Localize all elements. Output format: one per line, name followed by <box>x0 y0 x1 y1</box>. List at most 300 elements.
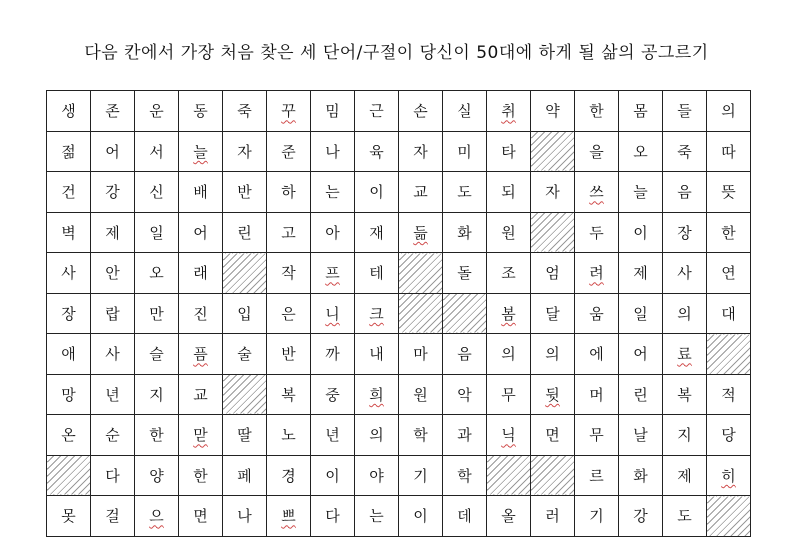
letter-cell[interactable] <box>619 212 663 253</box>
letter-cell[interactable] <box>443 91 487 132</box>
cell-letter: 배 <box>193 183 208 202</box>
cell-letter: 머 <box>589 385 604 404</box>
letter-cell[interactable] <box>179 455 223 496</box>
cell-letter: 어 <box>105 142 120 161</box>
letter-cell[interactable] <box>487 131 531 172</box>
letter-cell[interactable] <box>47 293 91 334</box>
letter-cell[interactable] <box>223 455 267 496</box>
letter-cell[interactable] <box>91 455 135 496</box>
cell-letter: 봄 <box>501 304 516 323</box>
cell-letter: 이 <box>633 223 648 242</box>
letter-cell[interactable] <box>223 496 267 537</box>
cell-letter: 한 <box>193 466 208 485</box>
cell-letter: 자 <box>413 142 428 161</box>
letter-cell[interactable] <box>619 455 663 496</box>
cell-letter: 화 <box>633 466 648 485</box>
letter-cell[interactable] <box>443 415 487 456</box>
cell-letter: 래 <box>193 264 208 283</box>
letter-cell[interactable] <box>91 293 135 334</box>
letter-cell[interactable] <box>179 172 223 213</box>
letter-cell[interactable] <box>135 172 179 213</box>
letter-cell[interactable] <box>707 172 751 213</box>
letter-cell[interactable] <box>267 334 311 375</box>
letter-cell[interactable] <box>443 334 487 375</box>
letter-cell[interactable] <box>267 131 311 172</box>
letter-cell[interactable] <box>311 455 355 496</box>
letter-cell[interactable] <box>443 131 487 172</box>
cell-letter: 다 <box>325 507 340 526</box>
letter-cell[interactable] <box>663 415 707 456</box>
letter-cell[interactable] <box>531 172 575 213</box>
cell-letter: 까 <box>325 345 340 364</box>
letter-cell[interactable] <box>619 374 663 415</box>
cell-letter: 장 <box>677 223 692 242</box>
cell-letter: 양 <box>149 466 164 485</box>
cell-letter: 기 <box>413 466 428 485</box>
cell-letter: 쓰 <box>589 183 604 202</box>
cell-letter: 죽 <box>237 102 252 121</box>
letter-cell[interactable] <box>399 212 443 253</box>
cell-letter: 뜻 <box>721 183 736 202</box>
cell-letter: 조 <box>501 264 516 283</box>
cell-letter: 교 <box>413 183 428 202</box>
letter-cell[interactable] <box>575 334 619 375</box>
cell-letter: 랍 <box>105 304 120 323</box>
cell-letter: 면 <box>193 507 208 526</box>
letter-cell[interactable] <box>575 131 619 172</box>
letter-cell[interactable] <box>47 496 91 537</box>
letter-cell[interactable] <box>135 496 179 537</box>
letter-cell[interactable] <box>91 374 135 415</box>
cell-letter: 술 <box>237 345 252 364</box>
cell-letter: 야 <box>369 466 384 485</box>
letter-cell[interactable] <box>355 374 399 415</box>
cell-letter: 복 <box>677 385 692 404</box>
letter-cell[interactable] <box>443 253 487 294</box>
letter-cell[interactable] <box>531 293 575 334</box>
cell-letter: 날 <box>633 426 648 445</box>
shaded-cell[interactable] <box>223 253 267 294</box>
cell-letter: 이 <box>325 466 340 485</box>
grid-row <box>47 253 751 294</box>
letter-cell[interactable] <box>619 415 663 456</box>
shaded-cell[interactable] <box>531 455 575 496</box>
cell-letter: 입 <box>237 304 252 323</box>
letter-cell[interactable] <box>443 455 487 496</box>
letter-cell[interactable] <box>47 334 91 375</box>
letter-cell[interactable] <box>179 374 223 415</box>
letter-cell[interactable] <box>355 172 399 213</box>
letter-cell[interactable] <box>707 415 751 456</box>
cell-letter: 고 <box>281 223 296 242</box>
letter-cell[interactable] <box>575 374 619 415</box>
letter-cell[interactable] <box>707 253 751 294</box>
cell-letter: 사 <box>105 345 120 364</box>
letter-cell[interactable] <box>179 334 223 375</box>
letter-cell[interactable] <box>355 91 399 132</box>
letter-cell[interactable] <box>267 374 311 415</box>
cell-letter: 진 <box>193 304 208 323</box>
cell-letter: 원 <box>413 385 428 404</box>
cell-letter: 은 <box>281 304 296 323</box>
letter-cell[interactable] <box>399 91 443 132</box>
cell-letter: 건 <box>61 183 76 202</box>
letter-cell[interactable] <box>223 212 267 253</box>
letter-cell[interactable] <box>311 172 355 213</box>
letter-cell[interactable] <box>487 172 531 213</box>
cell-letter: 망 <box>61 385 76 404</box>
letter-cell[interactable] <box>179 415 223 456</box>
cell-letter: 학 <box>457 466 472 485</box>
letter-cell[interactable] <box>531 253 575 294</box>
letter-cell[interactable] <box>575 415 619 456</box>
letter-cell[interactable] <box>575 253 619 294</box>
letter-cell[interactable] <box>663 172 707 213</box>
letter-cell[interactable] <box>179 212 223 253</box>
letter-cell[interactable] <box>399 374 443 415</box>
letter-cell[interactable] <box>47 374 91 415</box>
cell-letter: 미 <box>457 142 472 161</box>
letter-cell[interactable] <box>355 131 399 172</box>
cell-letter: 안 <box>105 264 120 283</box>
letter-cell[interactable] <box>311 334 355 375</box>
grid-row <box>47 415 751 456</box>
letter-cell[interactable] <box>707 91 751 132</box>
cell-letter: 슬 <box>149 345 164 364</box>
letter-cell[interactable] <box>355 212 399 253</box>
letter-cell[interactable] <box>619 172 663 213</box>
letter-cell[interactable] <box>311 496 355 537</box>
cell-letter: 근 <box>369 102 384 121</box>
shaded-cell[interactable] <box>487 455 531 496</box>
grid-row <box>47 172 751 213</box>
cell-letter: 꾸 <box>281 102 296 121</box>
cell-letter: 하 <box>281 183 296 202</box>
letter-cell[interactable] <box>135 131 179 172</box>
cell-letter: 운 <box>149 102 164 121</box>
letter-cell[interactable] <box>223 334 267 375</box>
cell-letter: 년 <box>105 385 120 404</box>
letter-cell[interactable] <box>267 293 311 334</box>
letter-cell[interactable] <box>267 212 311 253</box>
letter-cell[interactable] <box>487 212 531 253</box>
cell-letter: 경 <box>281 466 296 485</box>
letter-cell[interactable] <box>399 131 443 172</box>
letter-cell[interactable] <box>575 91 619 132</box>
cell-letter: 의 <box>369 426 384 445</box>
cell-letter: 도 <box>677 507 692 526</box>
letter-cell[interactable] <box>487 496 531 537</box>
letter-cell[interactable] <box>355 415 399 456</box>
cell-letter: 어 <box>633 345 648 364</box>
letter-cell[interactable] <box>575 212 619 253</box>
letter-cell[interactable] <box>311 91 355 132</box>
cell-letter: 장 <box>61 304 76 323</box>
letter-cell[interactable] <box>355 455 399 496</box>
letter-cell[interactable] <box>531 334 575 375</box>
letter-cell[interactable] <box>531 415 575 456</box>
letter-cell[interactable] <box>663 131 707 172</box>
letter-cell[interactable] <box>47 172 91 213</box>
cell-letter: 의 <box>545 345 560 364</box>
cell-letter: 악 <box>457 385 472 404</box>
letter-cell[interactable] <box>443 172 487 213</box>
letter-grid-table <box>46 90 751 537</box>
letter-cell[interactable] <box>179 496 223 537</box>
grid-row <box>47 131 751 172</box>
word-search-grid <box>46 90 751 537</box>
cell-letter: 기 <box>589 507 604 526</box>
letter-cell[interactable] <box>707 131 751 172</box>
letter-cell[interactable] <box>443 496 487 537</box>
letter-cell[interactable] <box>663 293 707 334</box>
letter-cell[interactable] <box>399 455 443 496</box>
letter-cell[interactable] <box>311 253 355 294</box>
cell-letter: 벽 <box>61 223 76 242</box>
cell-letter: 적 <box>721 385 736 404</box>
cell-letter: 사 <box>677 264 692 283</box>
letter-cell[interactable] <box>135 91 179 132</box>
letter-cell[interactable] <box>487 253 531 294</box>
cell-letter: 제 <box>677 466 692 485</box>
letter-cell[interactable] <box>619 253 663 294</box>
letter-cell[interactable] <box>223 172 267 213</box>
letter-cell[interactable] <box>267 496 311 537</box>
letter-cell[interactable] <box>179 253 223 294</box>
cell-letter: 닉 <box>501 426 516 445</box>
letter-cell[interactable] <box>135 415 179 456</box>
letter-cell[interactable] <box>311 131 355 172</box>
cell-letter: 순 <box>105 426 120 445</box>
cell-letter: 준 <box>281 142 296 161</box>
letter-cell[interactable] <box>223 131 267 172</box>
letter-cell[interactable] <box>663 253 707 294</box>
cell-letter: 손 <box>413 102 428 121</box>
cell-letter: 의 <box>721 102 736 121</box>
cell-letter: 크 <box>369 304 384 323</box>
cell-letter: 니 <box>325 304 340 323</box>
letter-cell[interactable] <box>91 496 135 537</box>
cell-letter: 되 <box>501 183 516 202</box>
letter-cell[interactable] <box>487 293 531 334</box>
letter-cell[interactable] <box>575 172 619 213</box>
grid-row <box>47 293 751 334</box>
letter-cell[interactable] <box>443 374 487 415</box>
grid-row <box>47 212 751 253</box>
cell-letter: 일 <box>633 304 648 323</box>
cell-letter: 자 <box>237 142 252 161</box>
cell-letter: 면 <box>545 426 560 445</box>
cell-letter: 중 <box>325 385 340 404</box>
cell-letter: 늘 <box>193 142 208 161</box>
cell-letter: 걸 <box>105 507 120 526</box>
letter-cell[interactable] <box>487 334 531 375</box>
letter-cell[interactable] <box>663 334 707 375</box>
cell-letter: 페 <box>237 466 252 485</box>
letter-cell[interactable] <box>91 253 135 294</box>
cell-letter: 신 <box>149 183 164 202</box>
shaded-cell[interactable] <box>223 374 267 415</box>
letter-cell[interactable] <box>311 415 355 456</box>
letter-cell[interactable] <box>619 91 663 132</box>
letter-cell[interactable] <box>487 91 531 132</box>
letter-cell[interactable] <box>575 293 619 334</box>
cell-letter: 쁘 <box>281 507 296 526</box>
cell-letter: 나 <box>237 507 252 526</box>
letter-cell[interactable] <box>179 91 223 132</box>
letter-cell[interactable] <box>619 334 663 375</box>
cell-letter: 다 <box>105 466 120 485</box>
letter-cell[interactable] <box>575 455 619 496</box>
letter-cell[interactable] <box>223 293 267 334</box>
letter-cell[interactable] <box>267 91 311 132</box>
letter-cell[interactable] <box>91 212 135 253</box>
cell-letter: 대 <box>721 304 736 323</box>
cell-letter: 러 <box>545 507 560 526</box>
letter-cell[interactable] <box>311 374 355 415</box>
letter-cell[interactable] <box>531 374 575 415</box>
letter-cell[interactable] <box>575 496 619 537</box>
letter-cell[interactable] <box>531 91 575 132</box>
letter-cell[interactable] <box>135 253 179 294</box>
letter-cell[interactable] <box>91 415 135 456</box>
cell-letter: 료 <box>677 345 692 364</box>
shaded-cell[interactable] <box>47 455 91 496</box>
letter-cell[interactable] <box>487 374 531 415</box>
letter-cell[interactable] <box>355 496 399 537</box>
letter-cell[interactable] <box>663 91 707 132</box>
cell-letter: 작 <box>281 264 296 283</box>
letter-cell[interactable] <box>399 172 443 213</box>
letter-cell[interactable] <box>267 415 311 456</box>
shaded-cell[interactable] <box>399 293 443 334</box>
letter-cell[interactable] <box>91 91 135 132</box>
letter-cell[interactable] <box>707 455 751 496</box>
grid-row <box>47 91 751 132</box>
letter-cell[interactable] <box>399 496 443 537</box>
letter-cell[interactable] <box>443 212 487 253</box>
letter-cell[interactable] <box>47 415 91 456</box>
letter-cell[interactable] <box>399 415 443 456</box>
letter-cell[interactable] <box>663 212 707 253</box>
cell-letter: 한 <box>721 223 736 242</box>
letter-cell[interactable] <box>399 334 443 375</box>
letter-cell[interactable] <box>223 91 267 132</box>
cell-letter: 노 <box>281 426 296 445</box>
cell-letter: 테 <box>369 264 384 283</box>
cell-letter: 몸 <box>633 102 648 121</box>
letter-cell[interactable] <box>179 131 223 172</box>
letter-cell[interactable] <box>311 293 355 334</box>
cell-letter: 제 <box>105 223 120 242</box>
letter-cell[interactable] <box>619 496 663 537</box>
shaded-cell[interactable] <box>531 212 575 253</box>
letter-cell[interactable] <box>355 253 399 294</box>
letter-cell[interactable] <box>179 293 223 334</box>
letter-cell[interactable] <box>707 374 751 415</box>
cell-letter: 뒷 <box>545 385 560 404</box>
cell-letter: 을 <box>589 142 604 161</box>
shaded-cell[interactable] <box>707 334 751 375</box>
shaded-cell[interactable] <box>443 293 487 334</box>
cell-letter: 딸 <box>237 426 252 445</box>
cell-letter: 르 <box>589 466 604 485</box>
cell-letter: 반 <box>237 183 252 202</box>
cell-letter: 당 <box>721 426 736 445</box>
cell-letter: 는 <box>325 183 340 202</box>
letter-cell[interactable] <box>223 415 267 456</box>
letter-cell[interactable] <box>619 293 663 334</box>
letter-cell[interactable] <box>267 253 311 294</box>
letter-cell[interactable] <box>355 293 399 334</box>
cell-letter: 히 <box>721 466 736 485</box>
cell-letter: 일 <box>149 223 164 242</box>
cell-letter: 오 <box>149 264 164 283</box>
letter-cell[interactable] <box>135 334 179 375</box>
letter-cell[interactable] <box>135 455 179 496</box>
grid-row <box>47 374 751 415</box>
letter-cell[interactable] <box>487 415 531 456</box>
cell-letter: 사 <box>61 264 76 283</box>
cell-letter: 지 <box>149 385 164 404</box>
cell-letter: 프 <box>325 264 340 283</box>
cell-letter: 과 <box>457 426 472 445</box>
letter-cell[interactable] <box>91 334 135 375</box>
cell-letter: 달 <box>545 304 560 323</box>
letter-cell[interactable] <box>707 293 751 334</box>
letter-cell[interactable] <box>663 496 707 537</box>
cell-letter: 원 <box>501 223 516 242</box>
shaded-cell[interactable] <box>399 253 443 294</box>
letter-cell[interactable] <box>267 455 311 496</box>
cell-letter: 려 <box>589 264 604 283</box>
letter-cell[interactable] <box>47 131 91 172</box>
cell-letter: 린 <box>633 385 648 404</box>
cell-letter: 도 <box>457 183 472 202</box>
letter-cell[interactable] <box>135 212 179 253</box>
letter-cell[interactable] <box>91 131 135 172</box>
cell-letter: 약 <box>545 102 560 121</box>
letter-cell[interactable] <box>619 131 663 172</box>
cell-letter: 젊 <box>61 142 76 161</box>
cell-letter: 재 <box>369 223 384 242</box>
shaded-cell[interactable] <box>531 131 575 172</box>
cell-letter: 강 <box>105 183 120 202</box>
letter-cell[interactable] <box>47 91 91 132</box>
cell-letter: 못 <box>61 507 76 526</box>
letter-cell[interactable] <box>663 455 707 496</box>
cell-letter: 엄 <box>545 264 560 283</box>
cell-letter: 음 <box>457 345 472 364</box>
grid-row <box>47 334 751 375</box>
letter-cell[interactable] <box>267 172 311 213</box>
cell-letter: 밈 <box>325 102 340 121</box>
letter-cell[interactable] <box>311 212 355 253</box>
letter-cell[interactable] <box>47 212 91 253</box>
cell-letter: 동 <box>193 102 208 121</box>
cell-letter: 강 <box>633 507 648 526</box>
letter-cell[interactable] <box>531 496 575 537</box>
letter-cell[interactable] <box>135 374 179 415</box>
letter-cell[interactable] <box>663 374 707 415</box>
shaded-cell[interactable] <box>707 496 751 537</box>
cell-letter: 음 <box>677 183 692 202</box>
letter-cell[interactable] <box>135 293 179 334</box>
letter-cell[interactable] <box>707 212 751 253</box>
letter-cell[interactable] <box>355 334 399 375</box>
letter-cell[interactable] <box>47 253 91 294</box>
letter-cell[interactable] <box>91 172 135 213</box>
